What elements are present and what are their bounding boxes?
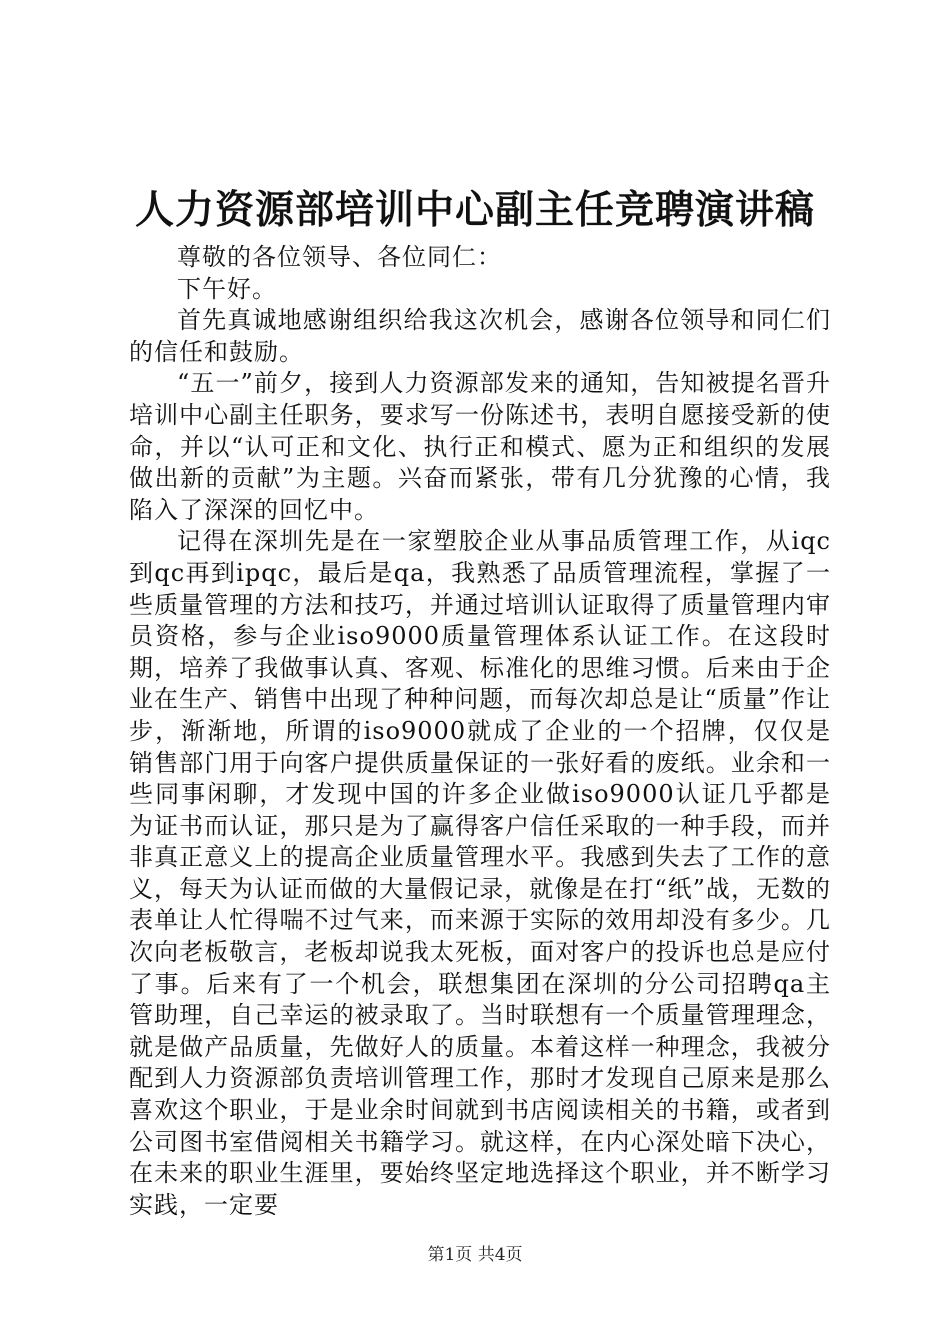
document-title: 人力资源部培训中心副主任竞聘演讲稿 <box>134 188 815 233</box>
document-body <box>129 242 831 1221</box>
paragraph-notice: “五一”前夕，接到人力资源部发来的通知，告知被提名晋升培训中心副主任职务，要求写一份陈述书，表明自愿接受新的使命，并以“认可正和文化、执行正和模式、愿为正和组织的发展做出新的贡献”为主题。兴奋而紧张，带有几分犹豫的心情，我陷入了深深的回忆中。 <box>129 369 831 524</box>
paragraph-thanks: 首先真诚地感谢组织给我这次机会，感谢各位领导和同仁们的信任和鼓励。 <box>129 306 831 366</box>
salutation: 尊敬的各位领导、各位同仁： <box>177 243 502 271</box>
paragraph-experience: 记得在深圳先是在一家塑胶企业从事品质管理工作，从iqc到qc再到ipqc，最后是qa，我熟悉了品质管理流程，掌握了一些质量管理的方法和技巧，并通过培训认证取得了质量管理内审员资格，参与企业iso9000质量管理体系认证工作。在这段时期，培养了我做事认真、客观、标准化的思维习惯。后来由于企业在生产、销售中出现了种种问题，而每次却总是让“质量”作让步，渐渐地，所谓的iso9000就成了企业的一个招牌，仅仅是销售部门用于向客户提供质量保证的一张好看的废纸。业余和一些同事闲聊，才发现中国的许多企业做iso9000认证几乎都是为证书而认证，那只是为了赢得客户信任采取的一种手段，而并非真正意义上的提高企业质量管理水平。我感到失去了工作的意义，每天为认证而做的大量假记录，就像是在打“纸”战，无数的表单让人忙得喘不过气来，而来源于实际的效用却没有多少。几次向老板敬言，老板却说我太死板，面对客户的投诉也总是应付了事。后来有了一个机会，联想集团在深圳的分公司招聘qa主管助理，自己幸运的被录取了。当时联想有一个质量管理理念，就是做产品质量，先做好人的质量。本着这样一种理念，我被分配到人力资源部负责培训管理工作，那时才发现自己原来是那么喜欢这个职业，于是业余时间就到书店阅读相关的书籍，或者到公司图书室借阅相关书籍学习。就这样，在内心深处暗下决心，在未来的职业生涯里，要始终坚定地选择这个职业，并不断学习实践，一定要 <box>129 527 831 1219</box>
page-footer: 第1页 共4页 <box>427 1245 523 1265</box>
greeting: 下午好。 <box>177 274 277 303</box>
